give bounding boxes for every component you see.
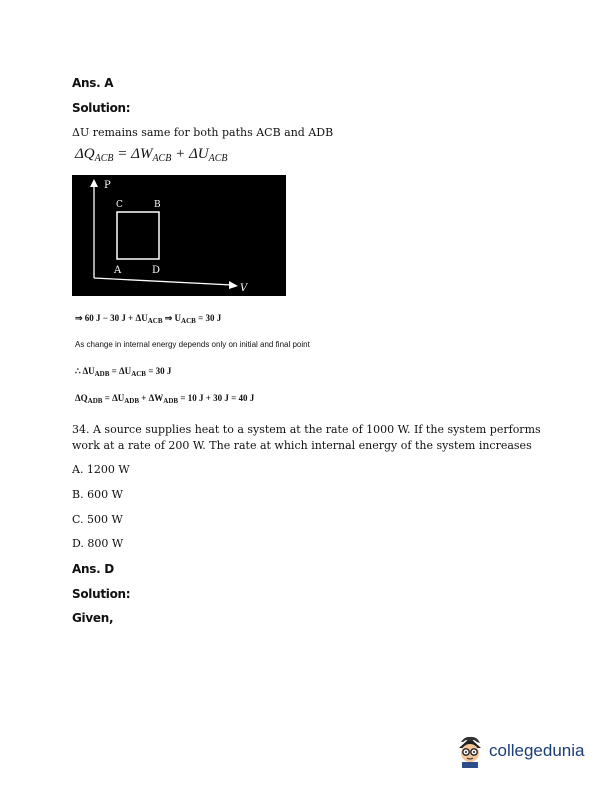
v-axis	[94, 278, 232, 285]
eq-subscript: ACB	[208, 153, 228, 164]
equation-adb-heat	[75, 393, 254, 405]
eq-term: ⇒ 60 J − 30 J + ΔU	[75, 313, 148, 323]
statement-text: ΔU remains same for both paths ACB and ADB	[72, 126, 334, 139]
eq-term: = ΔU	[109, 366, 132, 376]
eq-subscript: ADB	[94, 370, 110, 378]
eq-subscript: ACB	[131, 370, 146, 378]
cycle-rectangle	[117, 212, 159, 259]
eq-term: ⇒ U	[162, 313, 182, 323]
eq-subscript: ADB	[163, 397, 179, 405]
point-c-label: C	[116, 200, 123, 210]
solution-label: Solution:	[72, 101, 131, 115]
solution-label: Solution:	[72, 587, 131, 601]
eq-term: ΔQ	[75, 393, 88, 403]
eq-term: ∴ ΔU	[75, 366, 95, 376]
equation-internal-energy	[75, 313, 221, 325]
point-b-label: B	[154, 200, 161, 210]
eq-term: = ΔU	[102, 393, 125, 403]
p-axis-arrow	[90, 179, 98, 187]
point-d-label: D	[152, 265, 161, 276]
answer-label: Ans. D	[72, 562, 114, 576]
pv-diagram	[72, 175, 286, 296]
eq-subscript: ACB	[181, 317, 196, 325]
eq-term: = 10 J + 30 J = 40 J	[178, 393, 255, 403]
logo-text: collegedunia	[489, 741, 585, 760]
eq-term: ΔQ	[75, 146, 95, 162]
eq-subscript: ACB	[152, 153, 172, 164]
note-text: As change in internal energy depends only on initial and final point	[75, 340, 310, 349]
equation-adb-internal	[75, 366, 171, 378]
eq-term: + ΔU	[171, 146, 209, 162]
eq-subscript: ACB	[147, 317, 163, 325]
eq-term: = 30 J	[195, 313, 222, 323]
question-34: 34. A source supplies heat to a system at the rate of 1000 W. If the system performs work at a rate of 200 W. The rate at which internal energy of the system increases	[72, 423, 541, 452]
p-label: P	[104, 180, 111, 191]
eq-term: = ΔW	[113, 146, 153, 162]
point-a-label: A	[114, 265, 122, 276]
option-b: B. 600 W	[72, 488, 123, 501]
mascot-icon	[455, 734, 485, 768]
eq-subscript: ADB	[87, 397, 103, 405]
option-a: A. 1200 W	[72, 463, 130, 476]
eq-term: + ΔW	[139, 393, 164, 403]
equation-heat	[75, 146, 228, 164]
collegedunia-logo	[455, 734, 584, 768]
option-c: C. 500 W	[72, 513, 123, 526]
eq-subscript: ADB	[124, 397, 139, 405]
pv-diagram-svg	[72, 175, 286, 296]
option-d: D. 800 W	[72, 537, 124, 550]
answer-label: Ans. A	[72, 76, 114, 90]
v-axis-arrow	[229, 281, 238, 289]
given-label: Given,	[72, 611, 114, 625]
eq-term: = 30 J	[145, 366, 172, 376]
eq-subscript: ACB	[94, 153, 114, 164]
v-label: V	[240, 283, 248, 294]
